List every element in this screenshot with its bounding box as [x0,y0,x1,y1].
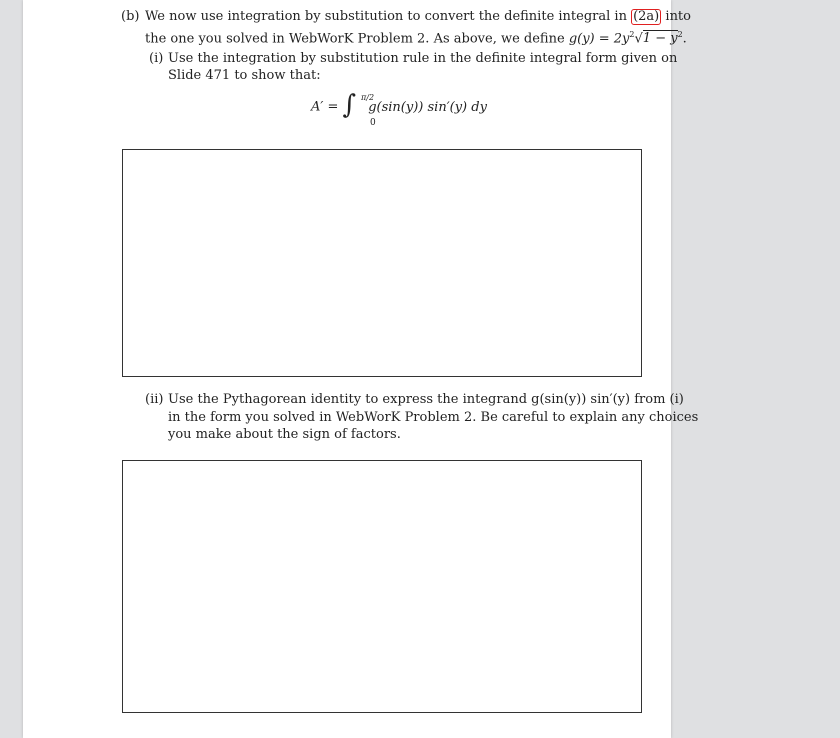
part-b-line1-end: into [665,9,691,24]
part-b-line2-text: the one you solved in WebWorK Problem 2. As above, we define [145,31,565,47]
g-exponent: 2 [629,30,635,39]
part-ii-line2: in the form you solved in WebWorK Problem 2. Be careful to explain any choices [168,410,699,425]
part-ii-label: (ii) [145,392,164,407]
equation-ref-link[interactable]: (2a) [633,9,660,24]
part-b-line2 [145,26,687,48]
integral-upper-limit: π/2 [361,93,375,102]
part-ii-line1: Use the Pythagorean identity to express the integrand g(sin(y)) sin′(y) from (i) [168,392,684,407]
g-definition: g(y) = 2y [568,31,630,47]
formula-lhs: A′ = [311,99,339,115]
sqrt-body: 1 − y [642,31,678,47]
formula-integrand: g(sin(y)) sin′(y) dy [368,99,487,115]
answer-box-part-i[interactable] [122,149,642,377]
sqrt-symbol: √ [634,31,643,47]
part-b-line1 [145,8,691,26]
answer-box-part-ii[interactable] [122,460,642,713]
part-i-line1: Use the integration by substitution rule in the definite integral form given on [168,51,678,66]
part-ii-line3: you make about the sign of factors. [168,427,401,442]
integral-lower-limit: 0 [370,118,376,128]
sqrt-exponent: 2 [677,30,683,39]
part-b-label: (b) [121,9,140,24]
integral-formula [311,90,487,120]
part-b-line1-text: We now use integration by substitution to convert the definite integral in [145,9,627,24]
g-def-period: . [682,31,687,47]
part-i-label: (i) [149,51,164,66]
part-i-line2: Slide 471 to show that: [168,68,321,83]
document-page [23,0,699,738]
integral-sign: ∫ [342,90,357,120]
